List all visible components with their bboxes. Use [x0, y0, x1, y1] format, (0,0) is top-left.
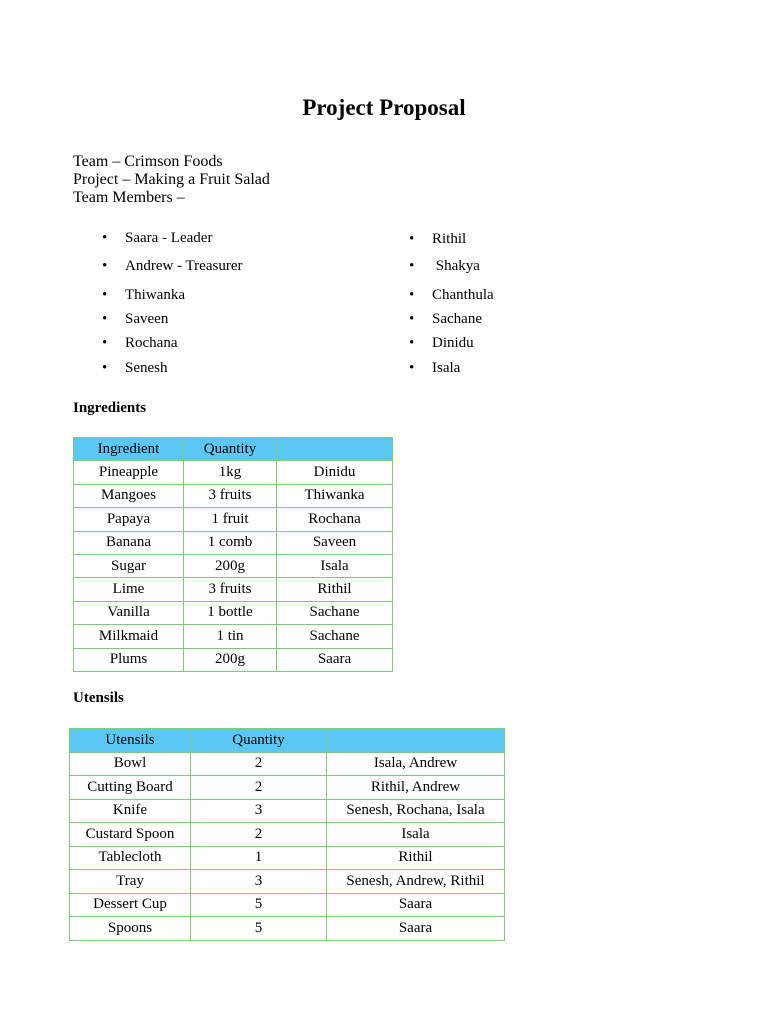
- member-item: • Saveen: [102, 311, 169, 327]
- assignee-cell: Sachane: [277, 625, 393, 648]
- utensil-cell: Cutting Board: [70, 776, 191, 800]
- assignee-cell: Saara: [277, 648, 393, 671]
- utensil-cell: Custard Spoon: [70, 823, 191, 847]
- assignee-cell: Isala: [327, 823, 505, 847]
- quantity-cell: 3: [191, 870, 327, 894]
- table-row: [74, 648, 393, 671]
- utensils-heading: Utensils: [73, 690, 124, 706]
- bullet-icon: •: [409, 311, 415, 327]
- assignee-cell: Dinidu: [277, 461, 393, 484]
- assignee-cell: Rithil: [277, 578, 393, 601]
- team-members-line: Team Members –: [73, 189, 185, 206]
- table-row: [70, 893, 505, 917]
- member-item: • Saara - Leader: [102, 230, 213, 246]
- table-row: [70, 823, 505, 847]
- assignee-cell: Senesh, Andrew, Rithil: [327, 870, 505, 894]
- column-header: Ingredient: [74, 438, 184, 461]
- ingredient-cell: Lime: [74, 578, 184, 601]
- table-row: [74, 554, 393, 577]
- team-line: Team – Crimson Foods: [73, 153, 223, 170]
- utensil-cell: Tablecloth: [70, 846, 191, 870]
- member-item: • Dinidu: [409, 335, 474, 351]
- table-row: [74, 484, 393, 507]
- table-row: [70, 799, 505, 823]
- utensil-cell: Bowl: [70, 752, 191, 776]
- bullet-icon: •: [102, 360, 108, 376]
- table-row: [70, 752, 505, 776]
- quantity-cell: 1 comb: [184, 531, 277, 554]
- quantity-cell: 3: [191, 799, 327, 823]
- table-row: [74, 601, 393, 624]
- ingredient-cell: Milkmaid: [74, 625, 184, 648]
- member-item: • Thiwanka: [102, 287, 185, 303]
- assignee-cell: Rochana: [277, 508, 393, 531]
- ingredient-cell: Plums: [74, 648, 184, 671]
- bullet-icon: •: [102, 335, 108, 351]
- quantity-cell: 200g: [184, 554, 277, 577]
- table-header-row: [74, 438, 393, 461]
- quantity-cell: 1 bottle: [184, 601, 277, 624]
- project-info: [73, 153, 270, 207]
- assignee-cell: Rithil: [327, 846, 505, 870]
- ingredient-cell: Vanilla: [74, 601, 184, 624]
- assignee-cell: Saara: [327, 893, 505, 917]
- quantity-cell: 2: [191, 752, 327, 776]
- table-row: [70, 776, 505, 800]
- column-header: [277, 438, 393, 461]
- table-row: [74, 531, 393, 554]
- assignee-cell: Saara: [327, 917, 505, 941]
- bullet-icon: •: [102, 230, 108, 246]
- member-item: • Rochana: [102, 335, 178, 351]
- table-row: [74, 625, 393, 648]
- ingredients-heading: Ingredients: [73, 400, 147, 416]
- table-row: [70, 846, 505, 870]
- member-item: • Isala: [409, 360, 461, 376]
- table-row: [70, 870, 505, 894]
- quantity-cell: 1kg: [184, 461, 277, 484]
- member-item: • Senesh: [102, 360, 168, 376]
- table-row: [74, 578, 393, 601]
- project-line: Project – Making a Fruit Salad: [73, 171, 270, 188]
- ingredient-cell: Sugar: [74, 554, 184, 577]
- utensils-table: [69, 728, 505, 941]
- quantity-cell: 200g: [184, 648, 277, 671]
- bullet-icon: •: [409, 287, 415, 303]
- member-item: • Sachane: [409, 311, 482, 327]
- assignee-cell: Isala, Andrew: [327, 752, 505, 776]
- quantity-cell: 3 fruits: [184, 578, 277, 601]
- page-title: Project Proposal: [302, 95, 466, 120]
- quantity-cell: 5: [191, 893, 327, 917]
- bullet-icon: •: [409, 258, 415, 274]
- table-row: [74, 508, 393, 531]
- assignee-cell: Saveen: [277, 531, 393, 554]
- member-item: • Chanthula: [409, 287, 494, 303]
- table-header-row: [70, 729, 505, 753]
- table-row: [70, 917, 505, 941]
- ingredient-cell: Banana: [74, 531, 184, 554]
- column-header: Quantity: [184, 438, 277, 461]
- utensil-cell: Knife: [70, 799, 191, 823]
- bullet-icon: •: [102, 258, 108, 274]
- quantity-cell: 1: [191, 846, 327, 870]
- bullet-icon: •: [409, 360, 415, 376]
- quantity-cell: 3 fruits: [184, 484, 277, 507]
- assignee-cell: Thiwanka: [277, 484, 393, 507]
- quantity-cell: 2: [191, 776, 327, 800]
- quantity-cell: 1 fruit: [184, 508, 277, 531]
- bullet-icon: •: [102, 287, 108, 303]
- member-item: • Shakya: [409, 258, 480, 274]
- quantity-cell: 5: [191, 917, 327, 941]
- quantity-cell: 2: [191, 823, 327, 847]
- bullet-icon: •: [409, 231, 415, 247]
- assignee-cell: Isala: [277, 554, 393, 577]
- column-header: Quantity: [191, 729, 327, 753]
- member-item: • Andrew - Treasurer: [102, 258, 243, 274]
- utensil-cell: Spoons: [70, 917, 191, 941]
- bullet-icon: •: [102, 311, 108, 327]
- bullet-icon: •: [409, 335, 415, 351]
- utensil-cell: Tray: [70, 870, 191, 894]
- ingredient-cell: Papaya: [74, 508, 184, 531]
- ingredients-table: [73, 437, 393, 672]
- assignee-cell: Rithil, Andrew: [327, 776, 505, 800]
- column-header: Utensils: [70, 729, 191, 753]
- utensil-cell: Dessert Cup: [70, 893, 191, 917]
- column-header: [327, 729, 505, 753]
- ingredient-cell: Mangoes: [74, 484, 184, 507]
- quantity-cell: 1 tin: [184, 625, 277, 648]
- member-item: • Rithil: [409, 231, 467, 247]
- table-row: [74, 461, 393, 484]
- ingredient-cell: Pineapple: [74, 461, 184, 484]
- assignee-cell: Sachane: [277, 601, 393, 624]
- assignee-cell: Senesh, Rochana, Isala: [327, 799, 505, 823]
